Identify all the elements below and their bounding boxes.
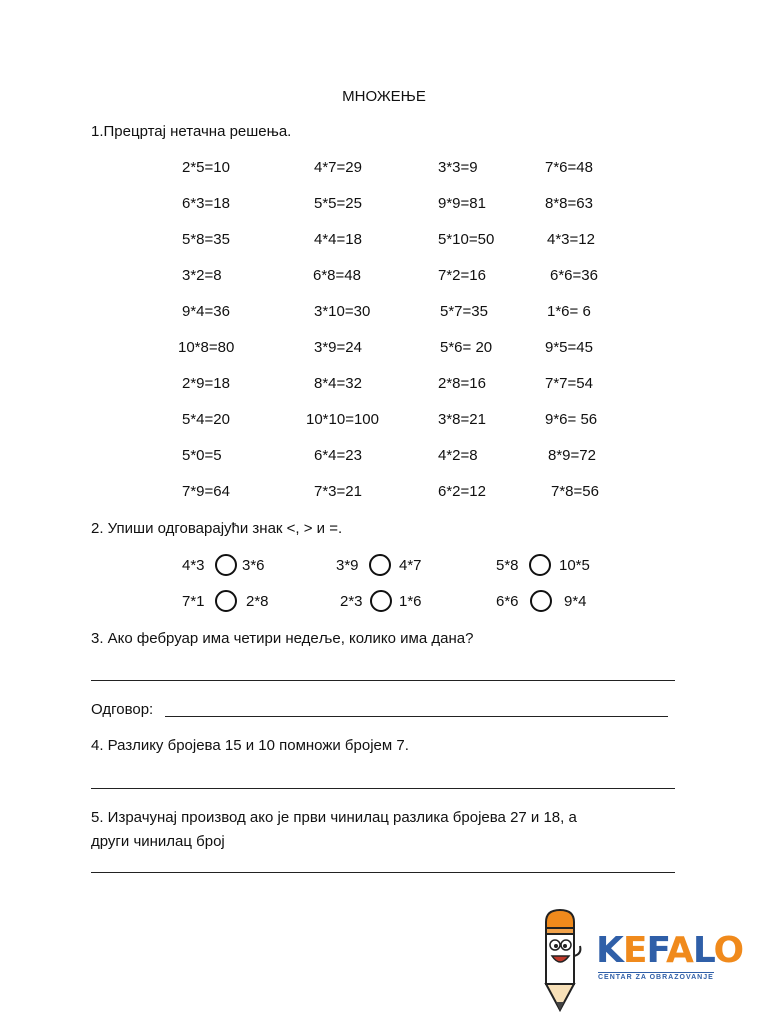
multiplication-equation[interactable]: 5*4=20 <box>182 411 230 428</box>
multiplication-equation[interactable]: 6*3=18 <box>182 195 230 212</box>
multiplication-equation[interactable]: 3*3=9 <box>438 159 478 176</box>
comparison-circle[interactable] <box>215 590 237 612</box>
comparison-right: 3*6 <box>242 557 265 574</box>
multiplication-equation[interactable]: 2*9=18 <box>182 375 230 392</box>
comparison-circle[interactable] <box>529 554 551 576</box>
comparison-right: 2*8 <box>246 593 269 610</box>
multiplication-equation[interactable]: 5*5=25 <box>314 195 362 212</box>
comparison-left: 5*8 <box>496 557 519 574</box>
multiplication-equation[interactable]: 7*6=48 <box>545 159 593 176</box>
multiplication-equation[interactable]: 2*5=10 <box>182 159 230 176</box>
multiplication-equation[interactable]: 3*8=21 <box>438 411 486 428</box>
logo-brand-text: KEFALO <box>596 930 744 971</box>
multiplication-equation[interactable]: 7*2=16 <box>438 267 486 284</box>
multiplication-equation[interactable]: 8*4=32 <box>314 375 362 392</box>
task1-heading: 1.Прецртај нетачна решења. <box>91 123 292 140</box>
comparison-right: 4*7 <box>399 557 422 574</box>
answer-line[interactable] <box>91 680 675 681</box>
pencil-mascot-icon <box>534 908 586 1014</box>
multiplication-equation[interactable]: 4*4=18 <box>314 231 362 248</box>
multiplication-equation[interactable]: 5*7=35 <box>440 303 488 320</box>
task4-heading: 4. Разлику бројева 15 и 10 помножи бројем 7. <box>91 737 409 754</box>
comparison-right: 1*6 <box>399 593 422 610</box>
answer-line[interactable] <box>91 788 675 789</box>
multiplication-equation[interactable]: 7*7=54 <box>545 375 593 392</box>
multiplication-equation[interactable]: 8*8=63 <box>545 195 593 212</box>
multiplication-equation[interactable]: 10*10=100 <box>306 411 379 428</box>
answer-label: Одговор: <box>91 701 154 718</box>
multiplication-equation[interactable]: 6*6=36 <box>550 267 598 284</box>
multiplication-equation[interactable]: 6*4=23 <box>314 447 362 464</box>
multiplication-equation[interactable]: 9*6= 56 <box>545 411 598 428</box>
comparison-circle[interactable] <box>370 590 392 612</box>
multiplication-equation[interactable]: 7*3=21 <box>314 483 362 500</box>
multiplication-equation[interactable]: 5*6= 20 <box>440 339 493 356</box>
multiplication-equation[interactable]: 9*4=36 <box>182 303 230 320</box>
comparison-circle[interactable] <box>215 554 237 576</box>
task5-heading-line2: други чинилац број <box>91 833 225 850</box>
comparison-right: 10*5 <box>559 557 590 574</box>
multiplication-equation[interactable]: 3*9=24 <box>314 339 362 356</box>
task3-heading: 3. Ако фебруар има четири недеље, колико има дана? <box>91 630 474 647</box>
comparison-right: 9*4 <box>564 593 587 610</box>
task5-heading-line1: 5. Израчунај производ ако је први чинилац разлика бројева 27 и 18, а <box>91 809 577 826</box>
multiplication-equation[interactable]: 4*3=12 <box>547 231 595 248</box>
multiplication-equation[interactable]: 1*6= 6 <box>547 303 591 320</box>
multiplication-equation[interactable]: 10*8=80 <box>178 339 235 356</box>
multiplication-equation[interactable]: 8*9=72 <box>548 447 596 464</box>
multiplication-equation[interactable]: 4*2=8 <box>438 447 478 464</box>
multiplication-equation[interactable]: 6*2=12 <box>438 483 486 500</box>
multiplication-equation[interactable]: 7*9=64 <box>182 483 230 500</box>
comparison-left: 2*3 <box>340 593 363 610</box>
multiplication-equation[interactable]: 5*8=35 <box>182 231 230 248</box>
logo-tagline: CENTAR ZA OBRAZOVANJE <box>598 974 714 981</box>
multiplication-equation[interactable]: 9*5=45 <box>545 339 593 356</box>
multiplication-equation[interactable]: 2*8=16 <box>438 375 486 392</box>
multiplication-equation[interactable]: 9*9=81 <box>438 195 486 212</box>
answer-line[interactable] <box>165 716 668 717</box>
page-title: МНОЖЕЊЕ <box>342 88 426 105</box>
comparison-left: 6*6 <box>496 593 519 610</box>
multiplication-equation[interactable]: 3*2=8 <box>182 267 222 284</box>
answer-line[interactable] <box>91 872 675 873</box>
multiplication-equation[interactable]: 3*10=30 <box>314 303 371 320</box>
comparison-circle[interactable] <box>530 590 552 612</box>
multiplication-equation[interactable]: 7*8=56 <box>551 483 599 500</box>
comparison-circle[interactable] <box>369 554 391 576</box>
multiplication-equation[interactable]: 4*7=29 <box>314 159 362 176</box>
multiplication-equation[interactable]: 5*0=5 <box>182 447 222 464</box>
comparison-left: 3*9 <box>336 557 359 574</box>
multiplication-equation[interactable]: 5*10=50 <box>438 231 495 248</box>
comparison-left: 7*1 <box>182 593 205 610</box>
multiplication-equation[interactable]: 6*8=48 <box>313 267 361 284</box>
task2-heading: 2. Упиши одговарајући знак <, > и =. <box>91 520 343 537</box>
comparison-left: 4*3 <box>182 557 205 574</box>
